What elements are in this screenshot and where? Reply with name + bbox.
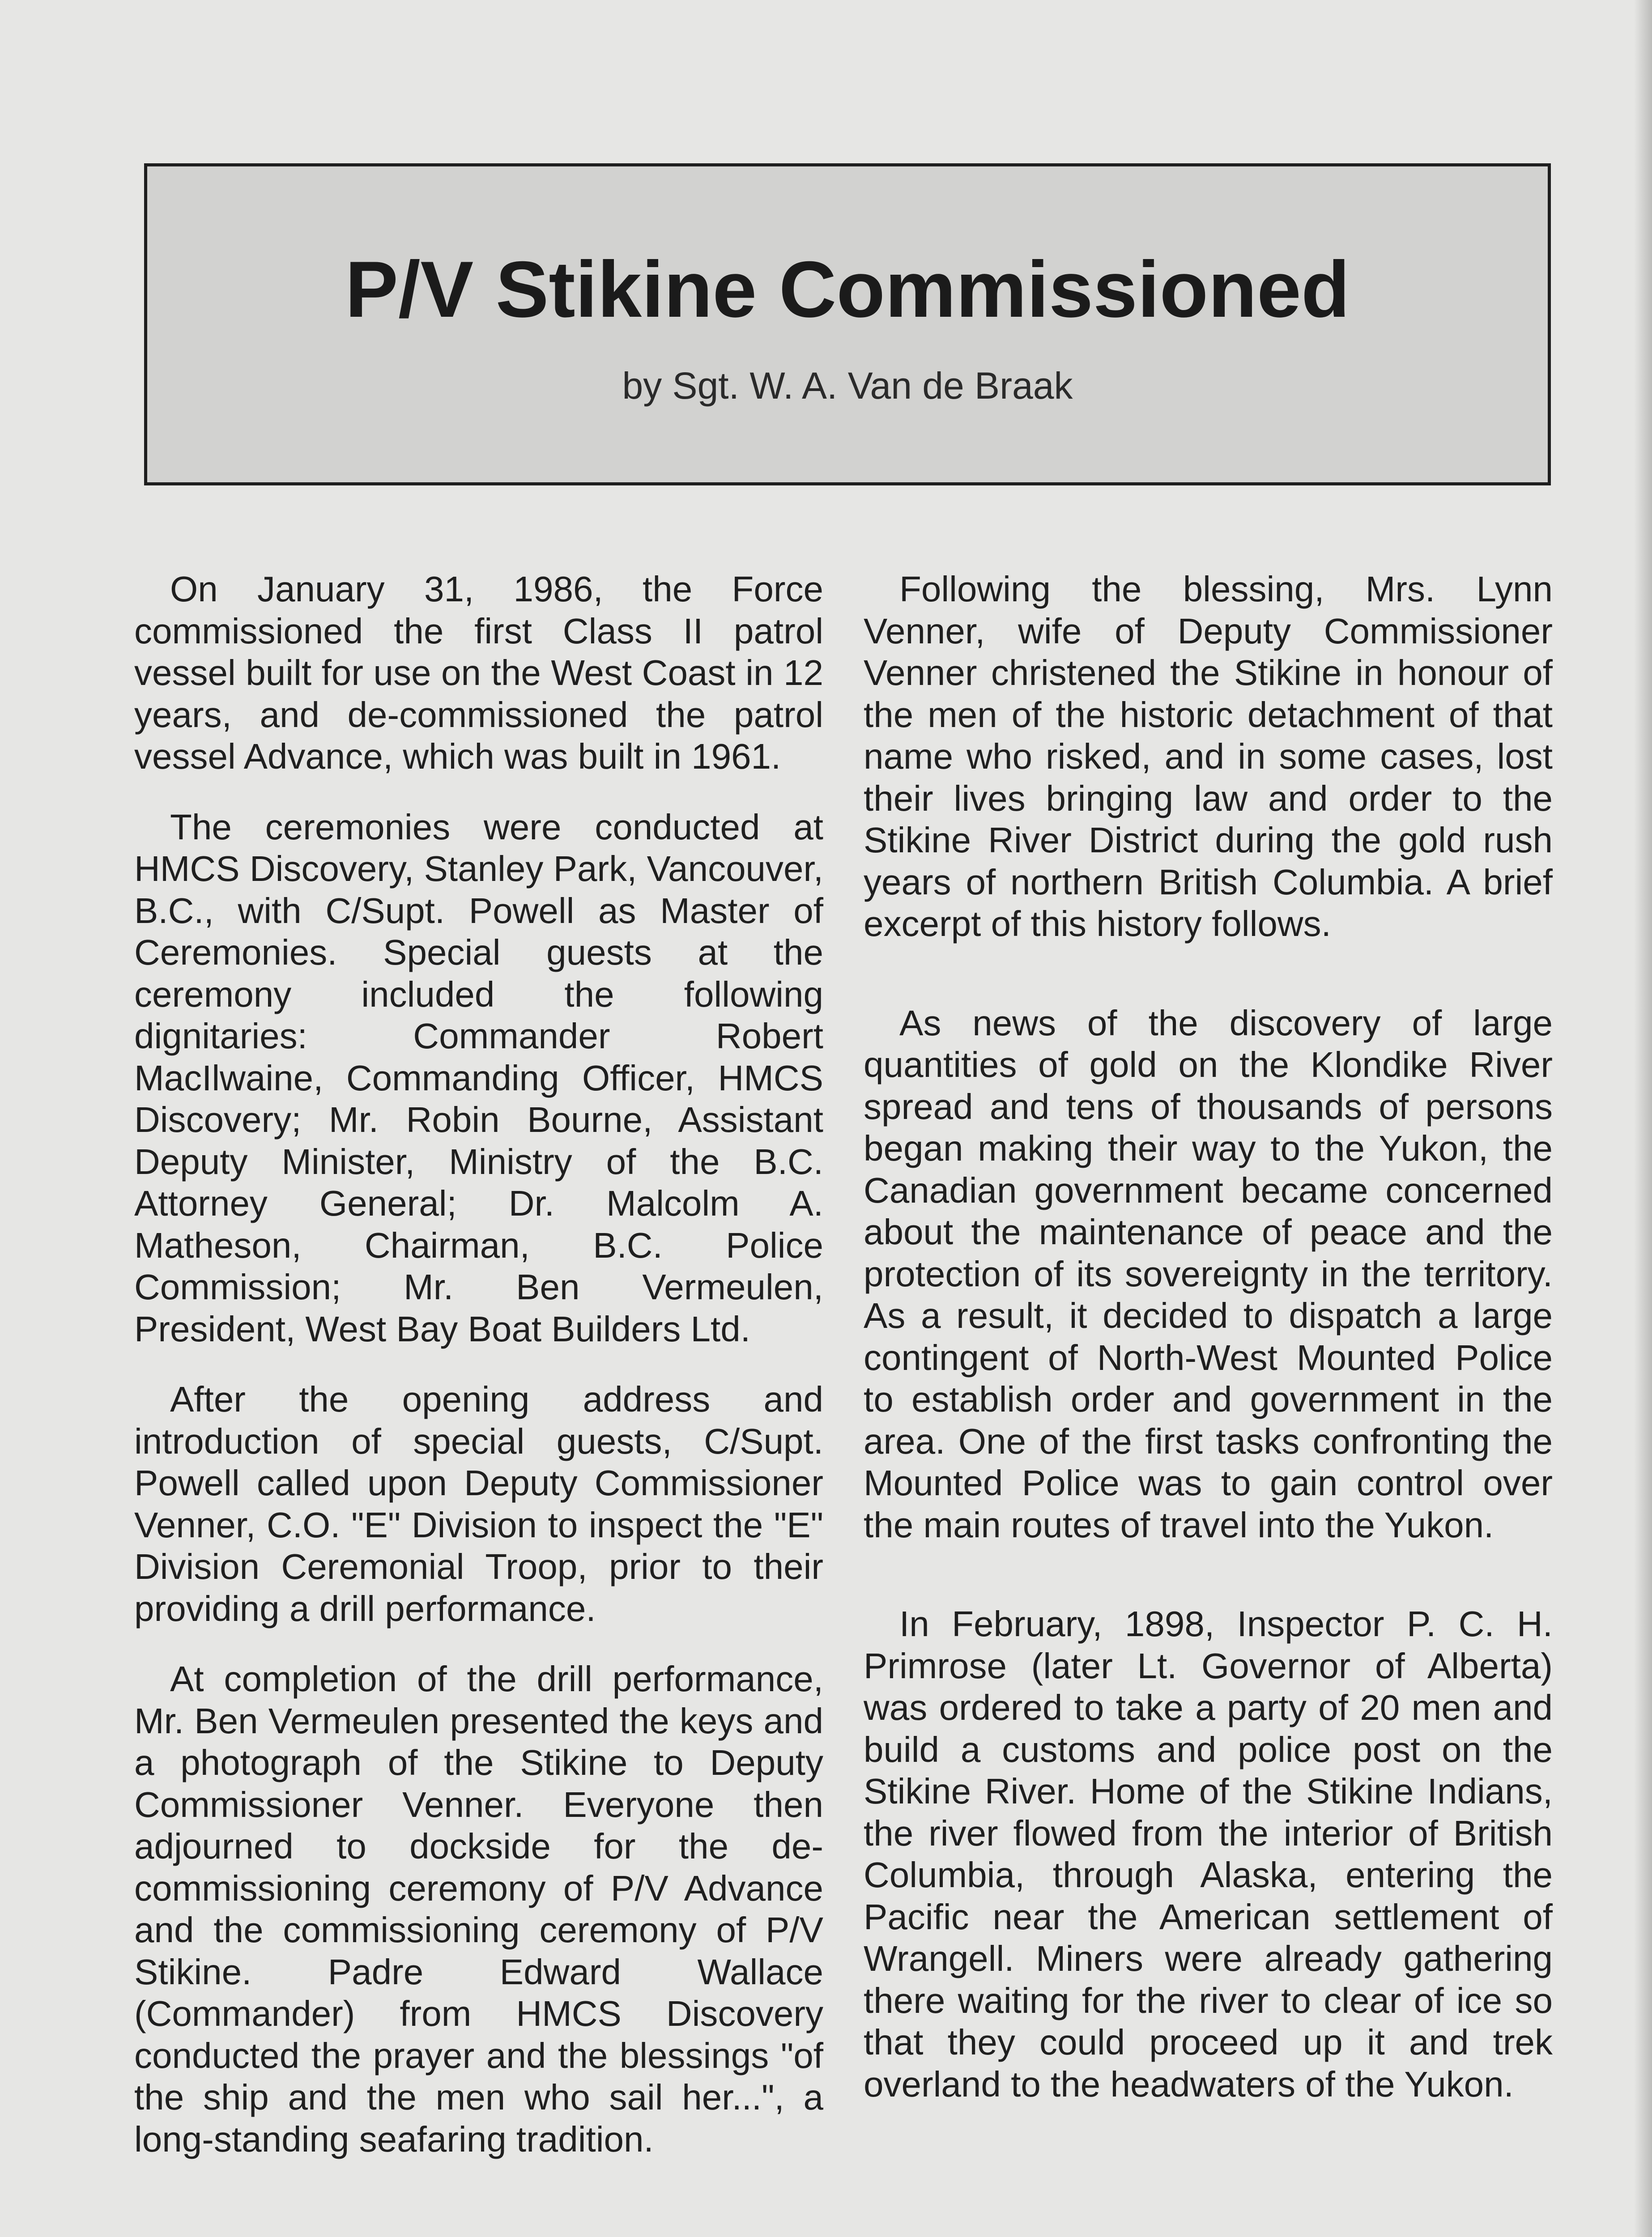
paragraph: Following the blessing, Mrs. Lynn Venner, wife of Deputy Commissioner Venner christened the Stikine in honour of the men of the historic detachment of that name who risked, and in some cases, lost their lives bringing law and order to the Stikine River District during the gold rush years of northern British Columbia. A brief excerpt of this history follows. — [864, 569, 1553, 944]
paragraph: In February, 1898, Inspector P. C. H. Primrose (later Lt. Governor of Alberta) was ordered to take a party of 20 men and build a customs and police post on the Stikine River. Home of the Stikine Indians, the river flowed from the interior of British Columbia, through Alaska, entering the Pacific near the American settlement of Wrangell. Miners were already gathering there waiting for the river to clear of ice so that they could proceed up it and trek overland to the headwaters of the Yukon. — [864, 1604, 1553, 2104]
paragraph: At completion of the drill performance, Mr. Ben Vermeulen presented the keys and a photograph of the Stikine to Deputy Commissioner Venner. Everyone then adjourned to dockside for the de-commissioning ceremony of P/V Advance and the commissioning ceremony of P/V Stikine. Padre Edward Wallace (Commander) from HMCS Discovery conducted the prayer and the blessings "of the ship and the men who sail her...", a long-standing seafaring tradition. — [134, 1659, 823, 2159]
paragraph: The ceremonies were conducted at HMCS Discovery, Stanley Park, Vancouver, B.C., with C/Supt. Powell as Master of Ceremonies. Special guests at the ceremony included the following dignitaries: Commander Robert MacIlwaine, Commanding Officer, HMCS Discovery; Mr. Robin Bourne, Assistant Deputy Minister, Ministry of the B.C. Attorney General; Dr. Malcolm A. Matheson, Chairman, B.C. Police Commission; Mr. Ben Vermeulen, President, West Bay Boat Builders Ltd. — [134, 807, 823, 1349]
article-title: P/V Stikine Commissioned — [345, 245, 1350, 334]
article-byline: by Sgt. W. A. Van de Braak — [622, 365, 1073, 407]
paragraph: As news of the discovery of large quantities of gold on the Klondike River spread and tens of thousands of persons began making their way to the Yukon, the Canadian government became concerned about the maintenance of peace and the protection of its sovereignty in the territory. As a result, it decided to dispatch a large contingent of North-West Mounted Police to establish order and government in the area. One of the first tasks confronting the Mounted Police was to gain control over the main routes of travel into the Yukon. — [864, 1003, 1553, 1545]
paragraph: After the opening address and introduction of special guests, C/Supt. Powell called upon Deputy Commissioner Venner, C.O. "E" Division to inspect the "E" Division Ceremonial Troop, prior to their providing a drill performance. — [134, 1379, 823, 1629]
paragraph: On January 31, 1986, the Force commissioned the first Class II patrol vessel built for use on the West Coast in 12 years, and de-commissioned the patrol vessel Advance, which was built in 1961. — [134, 569, 823, 776]
right-column — [864, 568, 1553, 2105]
left-column — [134, 568, 823, 2160]
page-edge-shadow — [1634, 0, 1652, 2237]
title-box — [144, 163, 1551, 485]
